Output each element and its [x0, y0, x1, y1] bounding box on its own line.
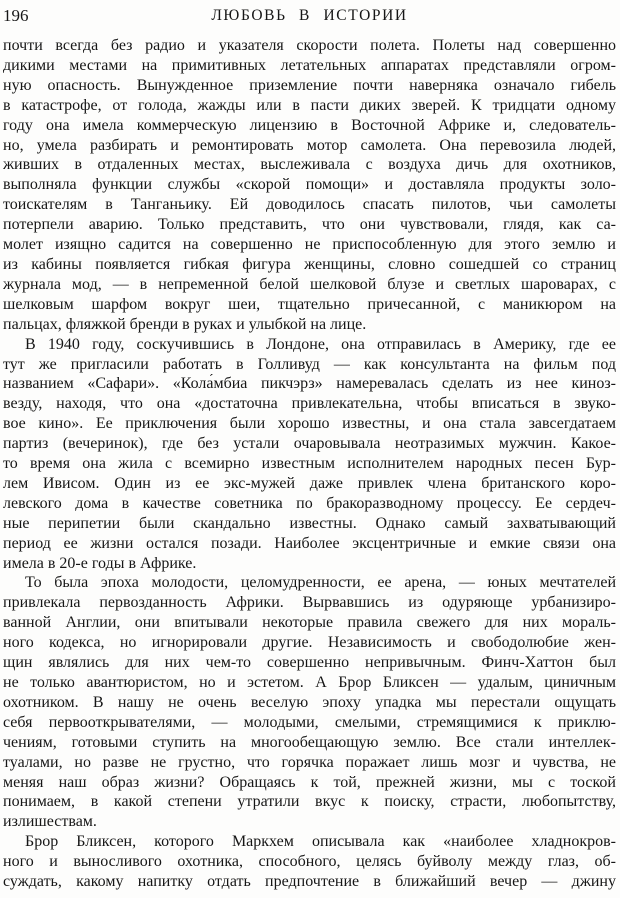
text-line: понимаем, в какой степени утратили вкус к поиску, страсти, любопытству,	[3, 793, 616, 811]
text-line: то время она жила с всемирно известным исполнителем народных песен Бур-	[3, 455, 616, 473]
text-line: себя первооткрывателями, — молодыми, смелыми, стремящимися к приклю-	[3, 713, 616, 731]
text-line: шелковым шарфом вокруг шеи, тщательно причесанной, с маникюром на	[3, 295, 616, 313]
paragraph	[3, 832, 616, 892]
text-line: чениям, готовыми ступить на многообещающую землю. Все стали интеллек-	[3, 733, 616, 751]
text-line: привлекала первозданность Африки. Вырвавшись из одуряюще урбанизиро-	[3, 594, 616, 612]
text-line: Брор Бликсен, которого Маркхем описывала как «наиболее хладнокров-	[25, 833, 616, 851]
text-line: ные перипетии были скандально известны. Однако самый захватывающий	[3, 514, 616, 532]
text-line: пальцах, фляжкой бренди в руках и улыбкой на лице.	[3, 315, 367, 333]
text-line: названием «Сафари». «Кола́мбиа пикчэрз» намеревалась сделать из нее киноз-	[3, 375, 616, 393]
text-line: дикими местами на примитивных летательных аппаратах представляли огром-	[3, 56, 616, 74]
text-line: суждать, какому напитку отдать предпочтение в ближайший вечер — джину	[3, 873, 616, 891]
text-line: В 1940 году, соскучившись в Лондоне, она отправилась в Америку, где ее	[25, 335, 616, 353]
text-line: ного и выносливого охотника, способного, целясь буйволу между глаз, об-	[3, 853, 616, 871]
text-line: выполняла функции службы «скорой помощи» и доставляла продукты золо-	[3, 176, 616, 194]
page-body	[3, 36, 616, 892]
text-line: году она имела коммерческую лицензию в Восточной Африке и, следователь-	[3, 116, 616, 134]
paragraph	[3, 573, 616, 832]
text-line: вое кино». Ее приключения были хорошо известны, и она стала завсегдатаем	[3, 415, 616, 433]
text-line: лем Ивисом. Один из ее экс-мужей даже привлек члена британского коро-	[3, 474, 616, 492]
text-line: ванной Англии, они впитывали некоторые правила свежего для них мораль-	[3, 614, 616, 632]
paragraph	[3, 36, 616, 335]
text-line: молет изящно садится на совершенно не приспособленную для этого землю и	[3, 236, 616, 254]
text-line: левского дома в качестве советника по бракоразводному процессу. Ее сердеч-	[3, 494, 616, 512]
text-line: везду, находя, что она «достаточна привлекательна, чтобы вписаться в звуко-	[3, 395, 616, 413]
text-line: ную опасность. Вынужденное приземление почти наверняка означало гибель	[3, 76, 616, 94]
text-line: охотником. В нашу не очень веселую эпоху упадка мы перестали ощущать	[3, 693, 616, 711]
text-line: ного кодекса, но игнорировали другие. Независимость и свободолюбие жен-	[3, 634, 616, 652]
text-line: потерпели аварию. Только представить, что они чувствовали, глядя, как са-	[3, 216, 616, 234]
text-line: туалами, но разве не грустно, что горячка поражает лишь мозг и чувства, не	[3, 753, 616, 771]
text-line: партиз (вечеринок), где без устали очаровывала неотразимых мужчин. Какое-	[3, 435, 616, 453]
text-line: тоискателям в Танганьику. Ей доводилось спасать пилотов, чьи самолеты	[3, 196, 616, 214]
text-line: щин являлись для них чем-то совершенно непривычным. Финч-Хаттон был	[3, 654, 616, 672]
text-line: период ее жизни остался позади. Наиболее эксцентричные и емкие связи она	[3, 534, 616, 552]
text-line: в катастрофе, от голода, жажды или в пасти диких зверей. К тридцати одному	[3, 96, 616, 114]
running-title: ЛЮБОВЬ В ИСТОРИИ	[211, 7, 408, 24]
paragraph	[3, 335, 616, 574]
text-line: имела в 20-е годы в Африке.	[3, 554, 197, 572]
page-number: 196	[3, 6, 29, 25]
text-line: живших в отдаленных местах, выслеживала с воздуха дичь для охотников,	[3, 156, 616, 174]
page-header	[3, 5, 616, 27]
text-line: То была эпоха молодости, целомудренности, ее арена, — юных мечтателей	[25, 574, 616, 592]
text-line: журнала мод, — в непременной белой шелковой блузе и светлых шароварах, с	[3, 275, 616, 293]
text-line: но, умела разбирать и ремонтировать мотор самолета. Она перевозила людей,	[3, 136, 616, 154]
text-line: меняя наш образ жизни? Обращаясь к той, прежней жизни, мы с тоской	[3, 773, 616, 791]
text-line: из кабины появляется гибкая фигура женщины, словно сошедшей со страниц	[3, 255, 616, 273]
text-line: почти всегда без радио и указателя скорости полета. Полеты над совершенно	[3, 37, 616, 54]
text-line: тут же пригласили работать в Голливуд — как консультанта на фильм под	[3, 355, 616, 373]
text-line: не только авантюристом, но и эстетом. А Брор Бликсен — удалым, циничным	[3, 674, 616, 691]
text-line: излишествам.	[3, 813, 97, 831]
